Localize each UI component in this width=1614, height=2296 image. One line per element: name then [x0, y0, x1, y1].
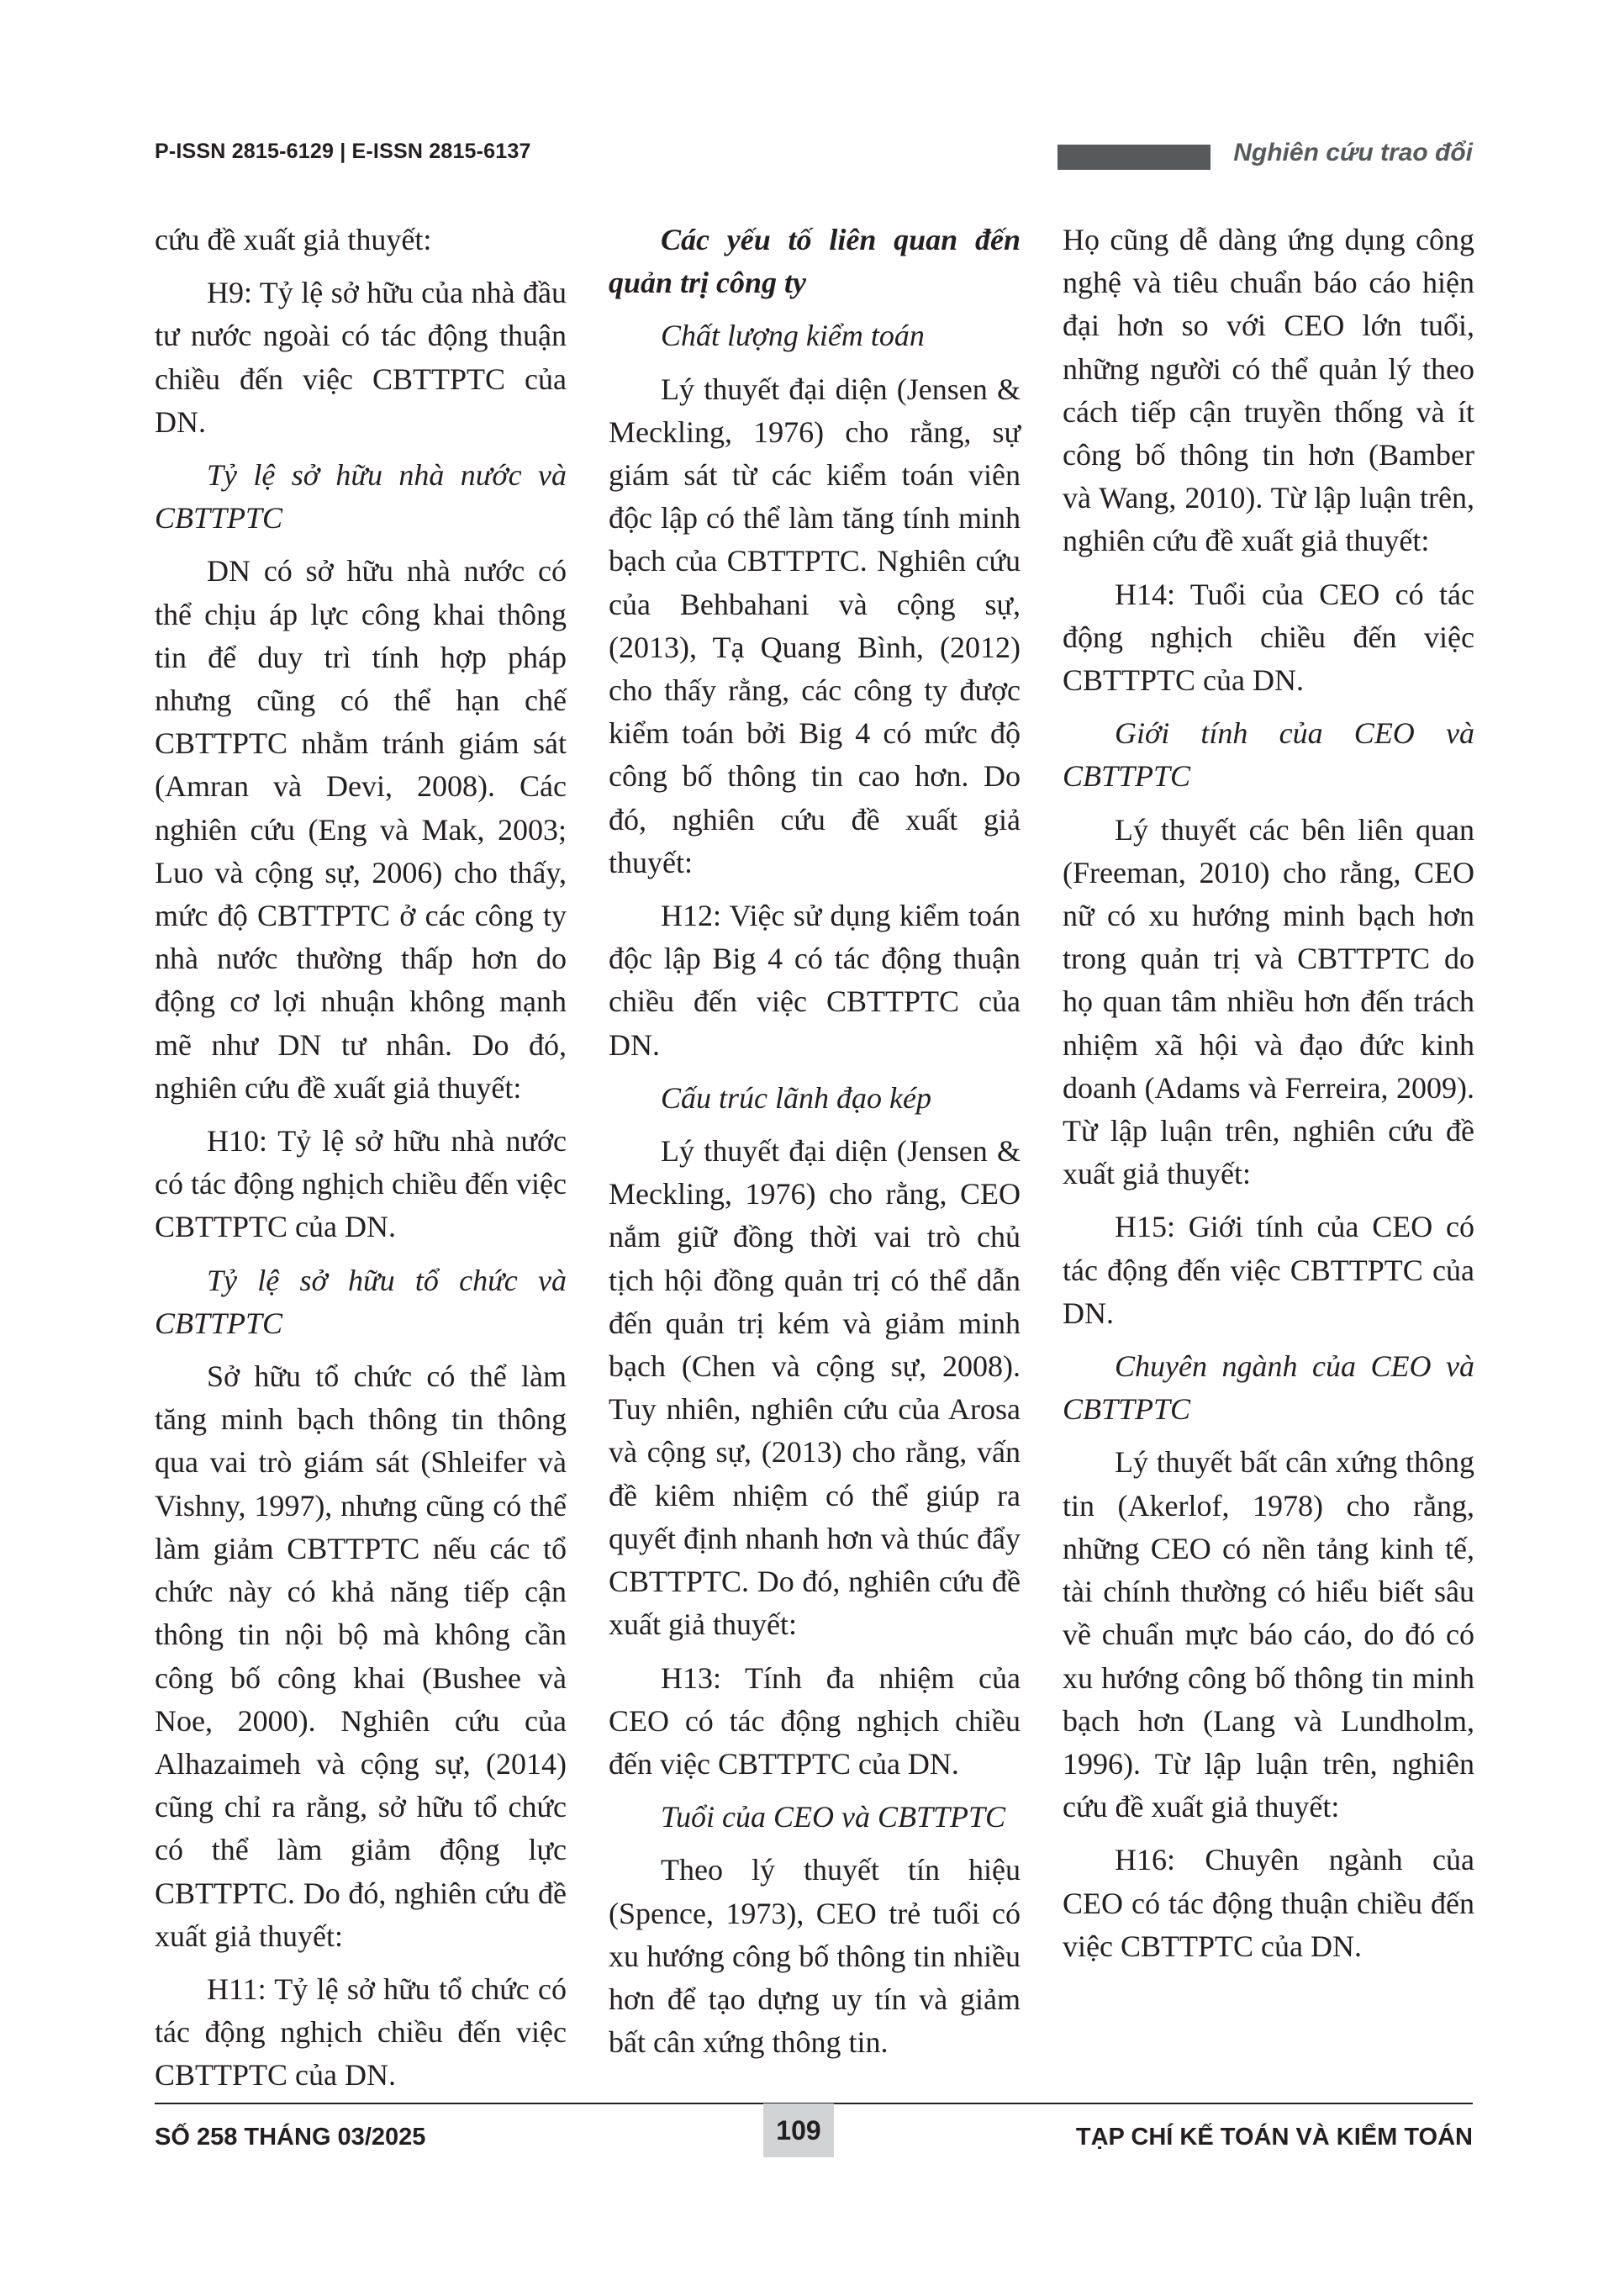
header-issn: P-ISSN 2815-6129 | E-ISSN 2815-6137 [155, 140, 531, 163]
paragraph-continuation: Họ cũng dễ dàng ứng dụng công nghệ và tiêu chuẩn báo cáo hiện đại hơn so với CEO lớn tuổi, những người có thể quản lý theo cách tiếp cận truyền thống và ít công bố thông tin hơn (Bamber và Wang, 2010). Từ lập luận trên, nghiên cứu đề xuất giả thuyết: [1063, 223, 1474, 558]
paragraph: Sở hữu tổ chức có thể làm tăng minh bạch thông tin thông qua vai trò giám sát (Shleifer và Vishny, 1997), nhưng cũng có thể làm giảm CBTTPTC nếu các tổ chức này có khả năng tiếp cận thông tin nội bộ mà không cần công bố công khai (Bushee và Noe, 2000). Nghiên cứu của Alhazaimeh và cộng sự, (2014) cũng chỉ ra rằng, sở hữu tổ chức có thể làm giảm động lực CBTTPTC. Do đó, nghiên cứu đề xuất giả thuyết: [155, 1359, 567, 1953]
paragraph: H13: Tính đa nhiệm của CEO có tác động nghịch chiều đến việc CBTTPTC của DN. [609, 1660, 1021, 1781]
page-number: 109 [776, 2114, 821, 2146]
paragraph: H14: Tuổi của CEO có tác động nghịch chiều đến việc CBTTPTC của DN. [1063, 577, 1474, 698]
section-subheading: Chuyên ngành của CEO và CBTTPTC [1063, 1349, 1474, 1427]
paragraph: DN có sở hữu nhà nước có thể chịu áp lực công khai thông tin để duy trì tính hợp pháp nhưng cũng có thể hạn chế CBTTPTC nhằm tránh giám sát (Amran và Devi, 2008). Các nghiên cứu (Eng và Mak, 2003; Luo và cộng sự, 2006) cho thấy, mức độ CBTTPTC ở các công ty nhà nước thường thấp hơn do động cơ lợi nhuận không mạnh mẽ như DN tư nhân. Do đó, nghiên cứu đề xuất giả thuyết: [155, 554, 567, 1105]
footer-journal-name: TẠP CHÍ KẾ TOÁN VÀ KIỂM TOÁN [1075, 2124, 1473, 2151]
paragraph: H16: Chuyên ngành của CEO có tác động thuận chiều đến việc CBTTPTC của DN. [1063, 1843, 1474, 1963]
section-heading: Các yếu tố liên quan đến quản trị công ty [609, 223, 1021, 300]
section-subheading: Cấu trúc lãnh đạo kép [661, 1080, 931, 1115]
paragraph: H11: Tỷ lệ sở hữu tổ chức có tác động nghịch chiều đến việc CBTTPTC của DN. [155, 1971, 567, 2093]
paragraph: H12: Việc sử dụng kiểm toán độc lập Big 4 có tác động thuận chiều đến việc CBTTPTC của DN. [609, 899, 1021, 1062]
text-column-2 [609, 219, 1021, 2074]
paragraph: H10: Tỷ lệ sở hữu nhà nước có tác động nghịch chiều đến việc CBTTPTC của DN. [155, 1124, 567, 1244]
paragraph: Theo lý thuyết tín hiệu (Spence, 1973), CEO trẻ tuổi có xu hướng công bố thông tin nhiều hơn để tạo dựng uy tín và giảm bất cân xứng thông tin. [609, 1853, 1021, 2060]
paragraph: Lý thuyết đại diện (Jensen & Meckling, 1976) cho rằng, sự giám sát từ các kiểm toán viên độc lập có thể làm tăng tính minh bạch của CBTTPTC. Nghiên cứu của Behbahani và cộng sự, (2013), Tạ Quang Bình, (2012) cho thấy rằng, các công ty được kiểm toán bởi Big 4 có mức độ công bố thông tin cao hơn. Do đó, nghiên cứu đề xuất giả thuyết: [609, 372, 1021, 879]
paragraph: H15: Giới tính của CEO có tác động đến việc CBTTPTC của DN. [1063, 1210, 1474, 1330]
section-subheading: Tỷ lệ sở hữu nhà nước và CBTTPTC [155, 458, 567, 536]
footer-issue-info: SỐ 258 THÁNG 03/2025 [155, 2124, 426, 2151]
paragraph: Lý thuyết các bên liên quan (Freeman, 2010) cho rằng, CEO nữ có xu hướng minh bạch hơn trong quản trị và CBTTPTC do họ quan tâm nhiều hơn đến trách nhiệm xã hội và đạo đức kinh doanh (Adams và Ferreira, 2009). Từ lập luận trên, nghiên cứu đề xuất giả thuyết: [1063, 812, 1474, 1191]
paragraph: Lý thuyết đại diện (Jensen & Meckling, 1976) cho rằng, CEO nắm giữ đồng thời vai trò chủ tịch hội đồng quản trị có thể dẫn đến quản trị kém và giảm minh bạch (Chen và cộng sự, 2008). Tuy nhiên, nghiên cứu của Arosa và cộng sự, (2013) cho rằng, vấn đề kiêm nhiệm có thể giúp ra quyết định nhanh hơn và thúc đẩy CBTTPTC. Do đó, nghiên cứu đề xuất giả thuyết: [609, 1134, 1021, 1642]
section-subheading: Giới tính của CEO và CBTTPTC [1063, 716, 1474, 794]
section-subheading: Tỷ lệ sở hữu tổ chức và CBTTPTC [155, 1263, 567, 1340]
paragraph: Lý thuyết bất cân xứng thông tin (Akerlof, 1978) cho rằng, những CEO có nền tảng kinh tế, tài chính thường có hiểu biết sâu về chuẩn mực báo cáo, do đó có xu hướng công bố thông tin minh bạch hơn (Lang và Lundholm, 1996). Từ lập luận trên, nghiên cứu đề xuất giả thuyết: [1063, 1445, 1474, 1824]
text-column-3 [1063, 219, 1474, 1978]
page-number-box [763, 2103, 834, 2157]
section-subheading: Chất lượng kiểm toán [661, 319, 925, 353]
paragraph-continuation: cứu đề xuất giả thuyết: [155, 223, 432, 256]
section-subheading: Tuổi của CEO và CBTTPTC [661, 1800, 1006, 1834]
paragraph: H9: Tỷ lệ sở hữu của nhà đầu tư nước ngoài có tác động thuận chiều đến việc CBTTPTC của DN. [155, 276, 567, 439]
header-section-title: Nghiên cứu trao đổi [1233, 139, 1473, 166]
text-column-1 [155, 219, 567, 2108]
